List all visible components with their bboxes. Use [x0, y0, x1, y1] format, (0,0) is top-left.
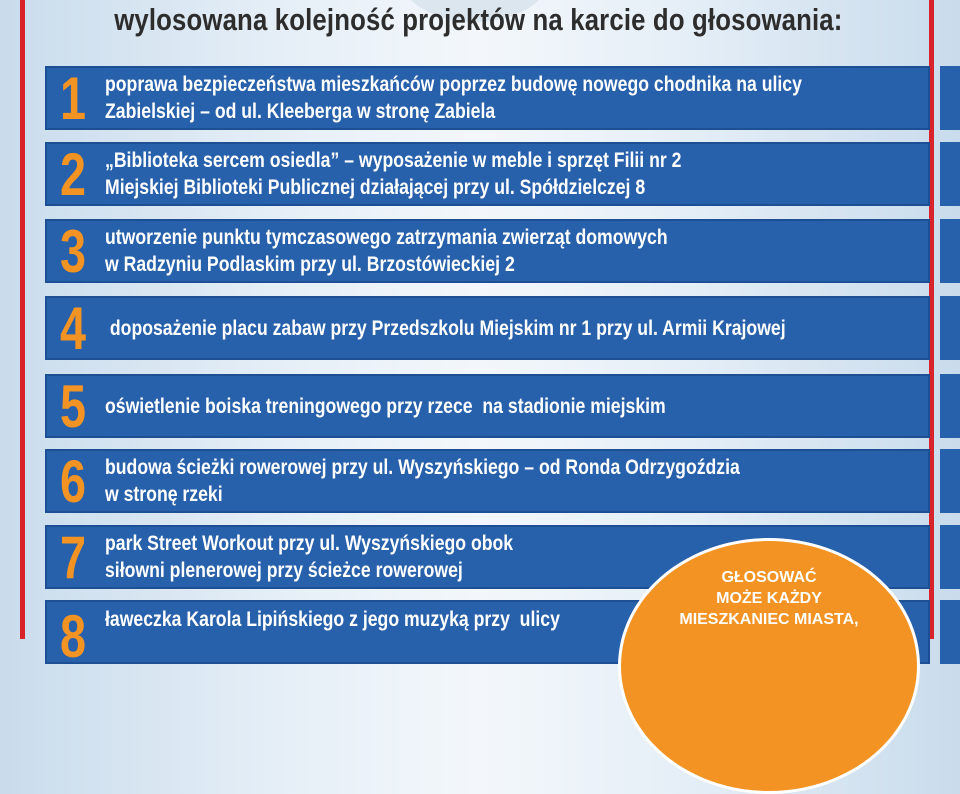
- row-extension: [940, 600, 960, 664]
- badge-line: GŁOSOWAĆ: [721, 569, 817, 586]
- project-row-5: [45, 374, 930, 438]
- project-description: [105, 374, 945, 438]
- project-row-2: [45, 142, 930, 206]
- project-text-line: poprawa bezpieczeństwa mieszkańców poprzez budowę nowego chodnika na ulicy: [105, 73, 802, 96]
- badge-line: MIESZKANIEC MIASTA,: [679, 611, 859, 628]
- project-text-line: „Biblioteka sercem osiedla” – wyposażenie w meble i sprzęt Filii nr 2: [105, 149, 682, 172]
- project-text-line: w stronę rzeki: [105, 483, 223, 506]
- project-text-line: oświetlenie boiska treningowego przy rzece na stadionie miejskim: [105, 394, 666, 418]
- row-extension: [940, 219, 960, 283]
- row-extension: [940, 66, 960, 130]
- project-number: 2: [59, 140, 87, 208]
- project-description: [105, 66, 945, 130]
- project-text-line: w Radzyniu Podlaskim przy ul. Brzostówieckiej 2: [105, 253, 515, 276]
- project-description: [105, 449, 945, 513]
- project-row-6: [45, 449, 930, 513]
- row-extension: [940, 374, 960, 438]
- project-text-line: park Street Workout przy ul. Wyszyńskiego obok: [105, 532, 514, 555]
- project-row-3: [45, 219, 930, 283]
- badge-line: MOŻE KAŻDY: [716, 590, 822, 607]
- project-number: 7: [59, 523, 87, 591]
- project-row-4: [45, 296, 930, 360]
- project-description: [105, 219, 945, 283]
- voting-info-badge: [618, 538, 920, 794]
- project-description: [105, 142, 945, 206]
- badge-text: [621, 567, 917, 630]
- row-extension: [940, 296, 960, 360]
- row-extension: [940, 449, 960, 513]
- project-text-line: utworzenie punktu tymczasowego zatrzymania zwierząt domowych: [105, 226, 668, 249]
- project-text-line: siłowni plenerowej przy ścieżce rowerowej: [105, 559, 463, 582]
- frame-line-left: [20, 0, 25, 639]
- project-number: 5: [59, 372, 87, 440]
- project-description: [105, 296, 945, 360]
- project-number: 6: [59, 447, 87, 515]
- project-text-line: doposażenie placu zabaw przy Przedszkolu Miejskim nr 1 przy ul. Armii Krajowej: [105, 316, 786, 340]
- project-text-line: Zabielskiej – od ul. Kleeberga w stronę Zabiela: [105, 100, 496, 123]
- page-heading: wylosowana kolejność projektów na karcie do głosowania:: [114, 2, 843, 37]
- project-row-1: [45, 66, 930, 130]
- row-extension: [940, 142, 960, 206]
- row-extension: [940, 525, 960, 589]
- project-number: 1: [59, 64, 87, 132]
- project-text-line: Miejskiej Biblioteki Publicznej działającej przy ul. Spółdzielczej 8: [105, 176, 646, 199]
- project-number: 3: [59, 217, 87, 285]
- project-number: 4: [59, 294, 87, 362]
- project-number: 8: [59, 603, 87, 670]
- project-text-line: budowa ścieżki rowerowej przy ul. Wyszyńskiego – od Ronda Odrzygoździa: [105, 456, 740, 479]
- project-text-line: ławeczka Karola Lipińskiego z jego muzyką przy ulicy: [105, 608, 560, 631]
